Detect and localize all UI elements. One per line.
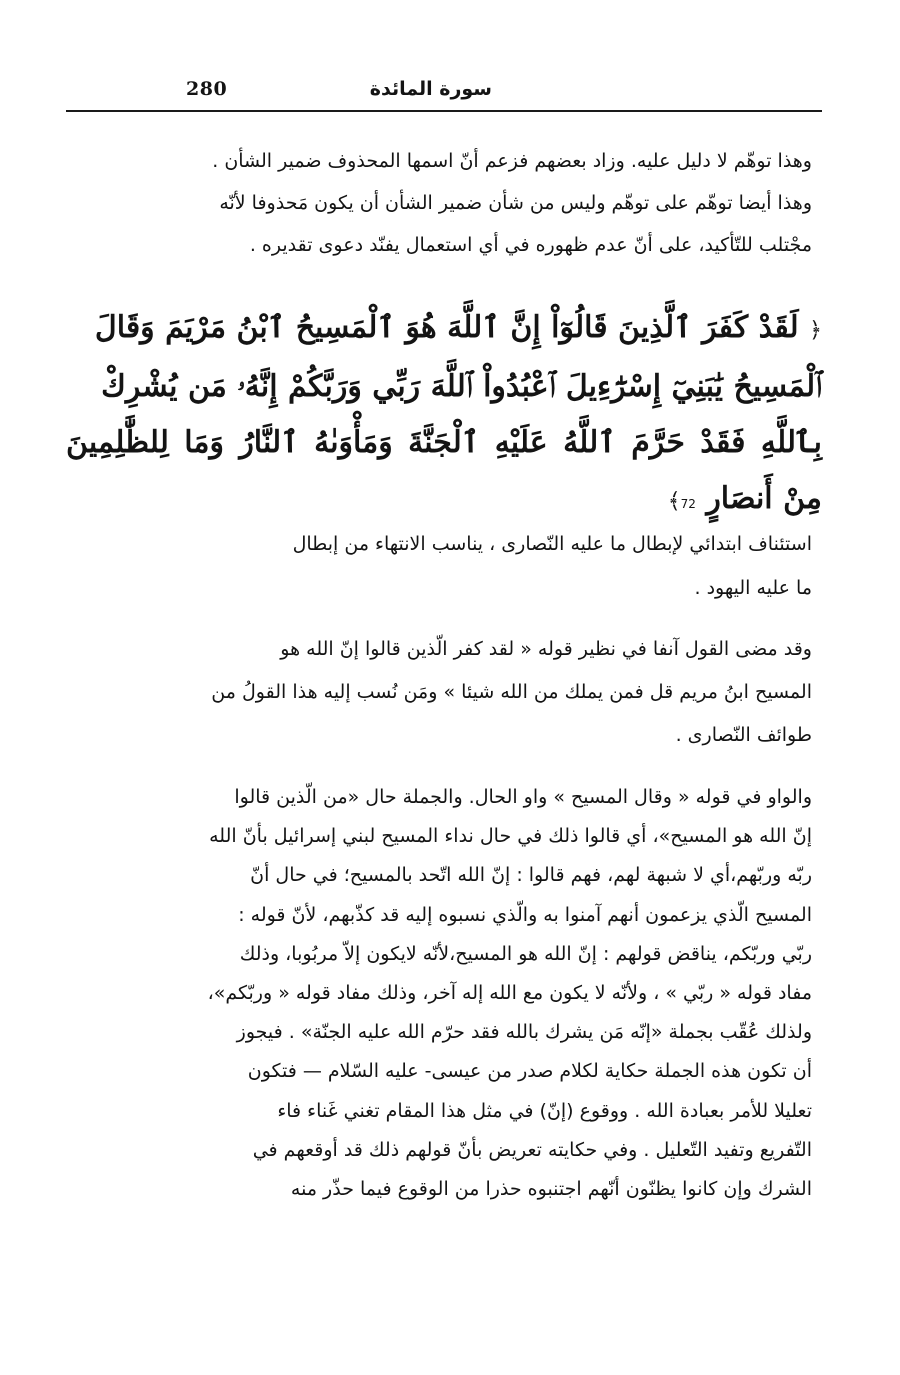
verse-line-text: ٱلْمَسِيحُ يَٰبَنِيٓ إِسْرَٰٓءِيلَ ٱعْبُدُواْ ٱللَّهَ رَبِّي وَرَبَّكُمْ إِنَّهُۥ مَن يُشْرِكْ [101,369,822,404]
paragraph-line: مفاد قوله « ربّي » ، ولأنّه لا يكون مع الله إله آخر، وذلك مفاد قوله « وربّكم»، [207,982,812,1005]
paragraph-4 [80,778,812,1209]
paragraph-line: ما عليه اليهود . [694,577,812,599]
paragraph-3 [80,628,812,757]
paragraph-line: والواو في قوله « وقال المسيح » واو الحال. والجملة حال «من الّذين قالوا [234,786,812,808]
verse-open-ornament: ﴿ [809,318,822,343]
paragraph-line: الشرك وإن كانوا يظنّون أنّهم اجتنبوه حذرا من الوقوع فيما حذّر منه [290,1178,812,1201]
verse-line-text: بِٱللَّهِ فَقَدْ حَرَّمَ ٱللَّهُ عَلَيْهِ ٱلْجَنَّةَ وَمَأْوَىٰهُ ٱلنَّارُ وَمَا لِلظَّٰلِمِينَ مِنْ أَنصَارٍ [66,425,822,516]
paragraph-line: وهذا توهّم لا دليل عليه. وزاد بعضهم فزعم أنّ اسمها المحذوف ضمير الشأن . [212,150,812,172]
header-rule [66,110,822,112]
verse-line-text: لَقَدْ كَفَرَ ٱلَّذِينَ قَالُوٓاْ إِنَّ ٱللَّهَ هُوَ ٱلْمَسِيحُ ٱبْنُ مَرْيَمَ وَقَالَ [94,310,799,345]
verse-number: 72 [680,497,696,511]
paragraph-line: المسيح الّذي يزعمون أنهم آمنوا به والّذي نسبوه إليه قد كذّبهم، لأنّ قوله : [238,903,812,926]
verse-line [66,415,822,532]
running-title: سورة المائدة [369,78,492,100]
quran-verse [66,300,822,532]
paragraph-line: استئناف ابتدائي لإبطال ما عليه النّصارى ، يناسب الانتهاء من إبطال [292,533,812,555]
paragraph-line: ولذلك عُقّب بجملة «إنّه مَن يشرك بالله فقد حرّم الله عليه الجنّة» . فيجوز [236,1021,812,1044]
verse-close-ornament: ﴾ [667,489,681,514]
paragraph-line: مجْتلب للتّأكيد، على أنّ عدم ظهوره في أي استعمال يفنّد دعوى تقديره . [249,234,812,256]
paragraph-line: المسيح ابنُ مريم قل فمن يملك من الله شيئا » ومَن نُسب إليه هذا القولُ من [211,681,812,703]
paragraph-2 [80,522,812,610]
paragraph-1 [80,140,812,266]
paragraph-line: التّفريع وتفيد التّعليل . وفي حكايته تعريض بأنّ قولهم ذلك قد أوقعهم في [252,1138,812,1161]
paragraph-line: تعليلا للأمر بعبادة الله . ووقوع (إنّ) في مثل هذا المقام تغني غَناء فاء [277,1099,812,1122]
paragraph-line: وقد مضى القول آنفا في نظير قوله « لقد كفر الّذين قالوا إنّ الله هو [280,638,812,660]
page-header [66,78,822,112]
paragraph-line: طوائف النّصارى . [675,724,812,746]
paragraph-line: ربّه وربّهم،أي لا شبهة لهم، فهم قالوا : إنّ الله اتّحد بالمسيح؛ في حال أنّ [250,864,812,887]
page-number: 280 [186,78,228,100]
paragraph-line: إنّ الله هو المسيح»، أي قالوا ذلك في حال نداء المسيح لبني إسرائيل بأنّ الله [209,825,812,848]
paragraph-line: أن تكون هذه الجملة حكاية لكلام صدر من عيسى- عليه السّلام — فتكون [247,1060,812,1083]
paragraph-line: ربّي وربّكم، يناقض قولهم : إنّ الله هو المسيح،لأنّه لايكون إلاّ مربُوبا، وذلك [239,942,812,965]
paragraph-line: وهذا أيضا توهّم على توهّم وليس من شأن ضمير الشأن أن يكون مَحذوفا لأنّه [219,192,812,214]
verse-line [66,359,822,415]
verse-line [66,300,822,359]
